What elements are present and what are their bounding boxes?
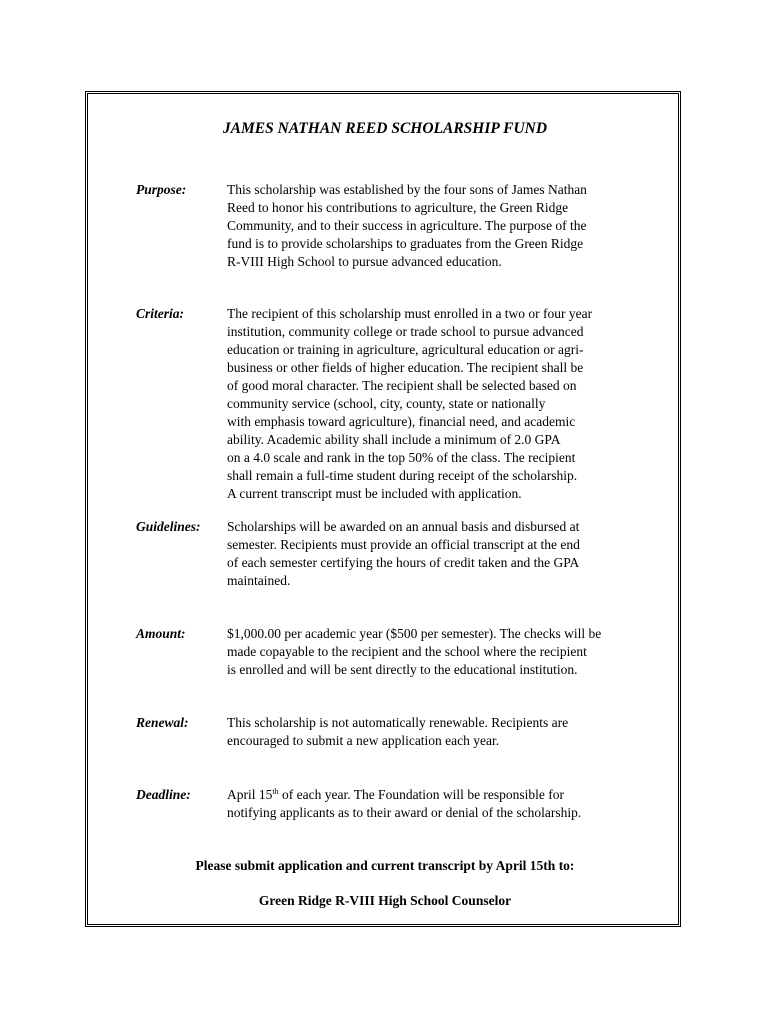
text-line: encouraged to submit a new application each year. [227,733,500,748]
text-line: This scholarship is not automatically renewable. Recipients are [227,715,569,730]
text-line: Community, and to their success in agriculture. The purpose of the [227,218,587,233]
text-line [227,786,657,804]
section-text-guidelines [227,518,657,590]
text-line: semester. Recipients must provide an official transcript at the end [227,537,580,552]
deadline-date: April 15 [227,787,273,802]
text-line: A current transcript must be included with application. [227,486,522,501]
text-line: fund is to provide scholarships to graduates from the Green Ridge [227,236,584,251]
text-line: made copayable to the recipient and the school where the recipient [227,644,587,659]
text-line: This scholarship was established by the four sons of James Nathan [227,182,587,197]
section-text-criteria [227,305,657,503]
section-label-guidelines: Guidelines: [136,519,201,534]
submit-note: Please submit application and current transcript by April 15th to: [195,858,575,873]
section-label-deadline: Deadline: [136,787,191,802]
deadline-rest: of each year. The Foundation will be responsible for [278,787,565,802]
section-text-purpose [227,181,657,271]
text-line: business or other fields of higher education. The recipient shall be [227,360,584,375]
text-line: community service (school, city, county, state or nationally [227,396,546,411]
text-line: notifying applicants as to their award or denial of the scholarship. [227,805,582,820]
section-label-criteria: Criteria: [136,306,185,321]
text-line: maintained. [227,573,291,588]
text-line: education or training in agriculture, agricultural education or agri- [227,342,584,357]
text-line: institution, community college or trade school to pursue advanced [227,324,584,339]
ordinal-suffix: th [272,787,279,796]
text-line: with emphasis toward agriculture), financial need, and academic [227,414,576,429]
section-text-renewal [227,714,657,750]
section-text-deadline [227,786,657,822]
text-line: Reed to honor his contributions to agriculture, the Green Ridge [227,200,569,215]
text-line: The recipient of this scholarship must enrolled in a two or four year [227,306,593,321]
section-label-purpose: Purpose: [136,182,187,197]
document-title: JAMES NATHAN REED SCHOLARSHIP FUND [222,120,548,137]
text-line: on a 4.0 scale and rank in the top 50% of the class. The recipient [227,450,576,465]
section-text-amount [227,625,657,679]
section-label-amount: Amount: [136,626,186,641]
text-line: shall remain a full-time student during receipt of the scholarship. [227,468,578,483]
submit-recipient: Green Ridge R-VIII High School Counselor [258,893,512,908]
text-line: of good moral character. The recipient shall be selected based on [227,378,577,393]
text-line: Scholarships will be awarded on an annual basis and disbursed at [227,519,580,534]
section-label-renewal: Renewal: [136,715,189,730]
text-line: $1,000.00 per academic year ($500 per semester). The checks will be [227,626,602,641]
text-line: of each semester certifying the hours of credit taken and the GPA [227,555,580,570]
text-line: is enrolled and will be sent directly to the educational institution. [227,662,578,677]
text-line: ability. Academic ability shall include a minimum of 2.0 GPA [227,432,561,447]
text-line: R-VIII High School to pursue advanced education. [227,254,502,269]
